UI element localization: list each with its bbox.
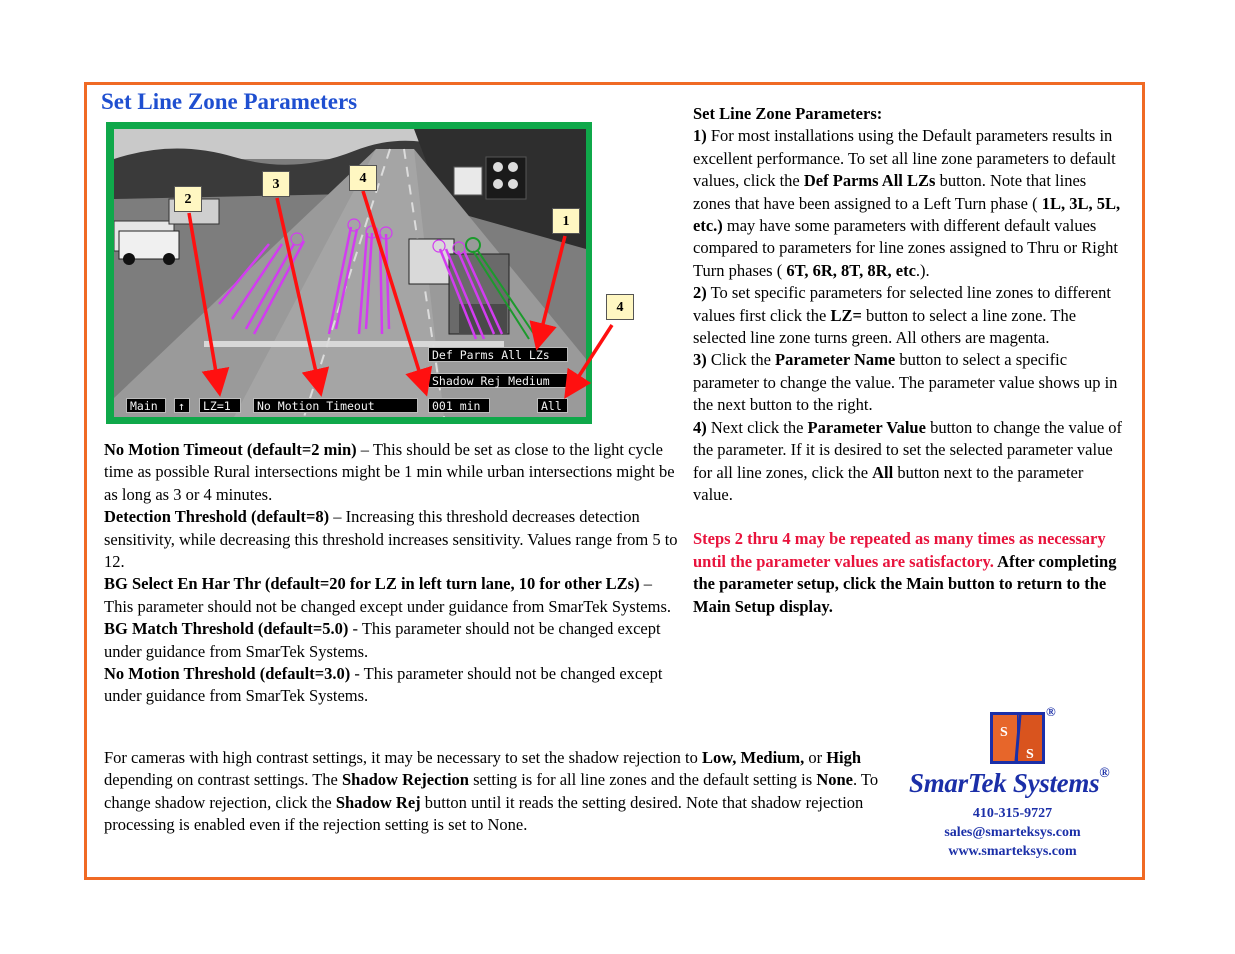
param-desc-bg-match: BG Match Threshold (default=5.0) - This parameter should not be changed except under guidance from SmarTek Systems. bbox=[104, 619, 661, 661]
param-desc-no-motion-threshold: No Motion Threshold (default=3.0) - This parameter should not be changed except under guidance from SmarTek Systems. bbox=[104, 664, 663, 706]
smartek-logo-icon bbox=[990, 712, 1045, 764]
parameter-name-button[interactable]: No Motion Timeout bbox=[253, 398, 418, 413]
parameter-descriptions bbox=[104, 439, 682, 708]
lz-select-button[interactable]: LZ=1 bbox=[199, 398, 241, 413]
instruction-step-2: 2) To set specific parameters for selected line zones to different values first click the LZ= button to select a line zone. The selected line zone turns green. All others are magenta. bbox=[693, 283, 1111, 348]
all-button[interactable]: All bbox=[537, 398, 568, 413]
callout-2: 2 bbox=[174, 186, 202, 212]
param-desc-no-motion-timeout: No Motion Timeout (default=2 min) – This should be set as close to the light cycle time as possible Rural intersections might be 1 min while urban intersections might be as long as 3 or 4 minutes. bbox=[104, 440, 675, 504]
callout-4-upper: 4 bbox=[349, 165, 377, 191]
def-parms-all-lzs-button[interactable]: Def Parms All LZs bbox=[428, 347, 568, 362]
instruction-step-3: 3) Click the Parameter Name button to select a specific parameter to change the value. The parameter value shows up in the next button to the right. bbox=[693, 350, 1118, 415]
callout-4-lower: 4 bbox=[606, 294, 634, 320]
callout-3: 3 bbox=[262, 171, 290, 197]
repeat-steps-note: Steps 2 thru 4 may be repeated as many times as necessary until the parameter values are satisfactory. After completing the parameter setup, click the Main button to return to the Main Setup display. bbox=[693, 529, 1117, 616]
param-desc-detection-threshold: Detection Threshold (default=8) – Increasing this threshold decreases detection sensitivity, while decreasing this threshold increases sensitivity. Values range from 5 to 12. bbox=[104, 507, 678, 572]
shadow-rej-button[interactable]: Shadow Rej Medium bbox=[428, 373, 568, 388]
instructions-heading: Set Line Zone Parameters: bbox=[693, 104, 883, 123]
company-name: SmarTek Systems® bbox=[909, 766, 1110, 798]
up-arrow-button[interactable]: ↑ bbox=[174, 398, 190, 413]
logo-letter-bottom: S bbox=[1026, 747, 1034, 762]
logo-registered-mark: ® bbox=[1046, 704, 1056, 719]
callout-1: 1 bbox=[552, 208, 580, 234]
instruction-step-1: 1) For most installations using the Default parameters results in excellent performance. To set all line zone parameters to default values, click the Def Parms All LZs button. Note that lines zones that have been assigned to a Left Turn phase ( 1L, 3L, 5L, etc.) may have some parameters with different default values compared to parameters for line zones assigned to Thru or Right Turn phases ( 6T, 6R, 8T, 8R, etc.). bbox=[693, 126, 1121, 280]
main-button[interactable]: Main bbox=[126, 398, 166, 413]
logo-letter-top: S bbox=[1000, 725, 1008, 740]
param-desc-bg-select: BG Select En Har Thr (default=20 for LZ in left turn lane, 10 for other LZs) – This parameter should not be changed except under guidance from SmarTek Systems. bbox=[104, 574, 672, 616]
company-email[interactable]: sales@smarteksys.com bbox=[944, 825, 1081, 840]
page-title: Set Line Zone Parameters bbox=[101, 89, 358, 114]
shadow-rejection-paragraph: For cameras with high contrast settings, it may be necessary to set the shadow rejection to Low, Medium, or High depending on contrast settings. The Shadow Rejection setting is for all line zones and the default setting is None. To change shadow rejection, click the Shadow Rej button until it reads the setting desired. Note that shadow rejection processing is enabled even if the rejection setting is set to None. bbox=[104, 748, 879, 835]
company-phone: 410-315-9727 bbox=[972, 806, 1053, 821]
company-website[interactable]: www.smarteksys.com bbox=[948, 844, 1077, 859]
instructions-panel bbox=[693, 103, 1125, 618]
instruction-step-4: 4) Next click the Parameter Value button to change the value of the parameter. If it is desired to set the selected parameter value for all line zones, click the All button next to the parameter value. bbox=[693, 417, 1123, 504]
parameter-value-button[interactable]: 001 min bbox=[428, 398, 490, 413]
